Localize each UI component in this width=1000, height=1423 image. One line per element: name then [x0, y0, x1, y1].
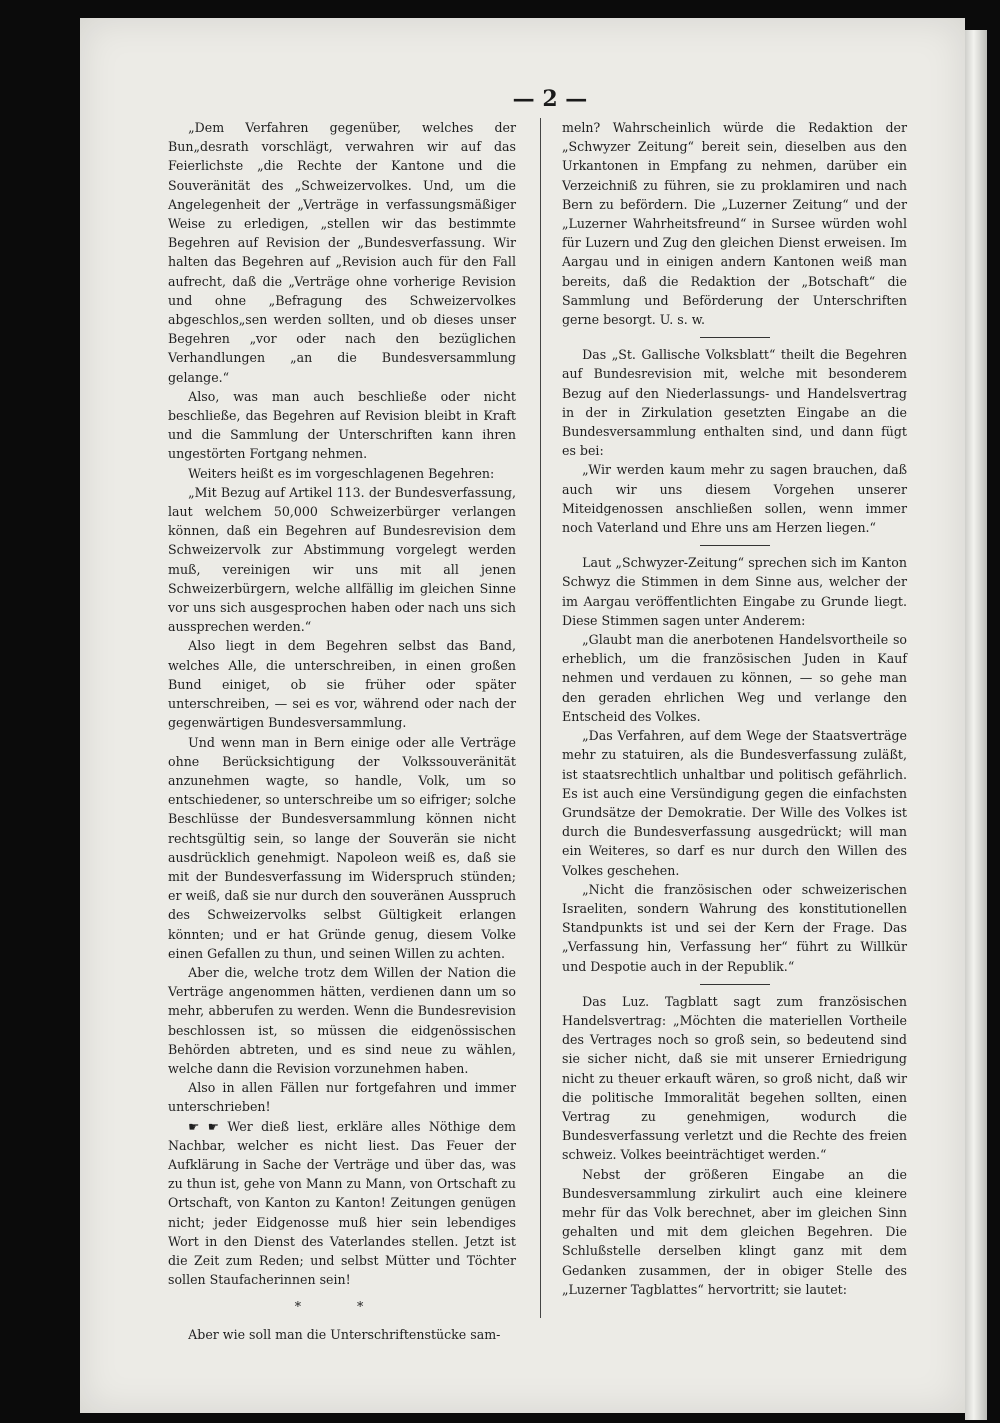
page-number: — 2 —: [512, 86, 588, 112]
paragraph-pointing-hands: ☛ ☛ Wer dieß liest, erkläre alles Nöthige dem Nachbar, welcher es nicht liest. Das Feuer der Aufklärung in Sache der Verträge und über das, was zu thun ist, gehe von Mann zu Mann, von Ortschaft zu Ortschaft, von Kanton zu Kanton! Zeitungen genügen nicht; jeder Eidgenosse muß hier sein lebendiges Wort in den Dienst des Vaterlandes stellen. Jetzt ist die Zeit zum Reden; und selbst Mütter und Töchter sollen Staufacherinnen sein!: [168, 1118, 516, 1288]
paragraph: Also liegt in dem Begehren selbst das Band, welches Alle, die unterschreiben, in einen großen Bund einiget, ob sie früher oder später unterschreiben, — sei es vor, während oder nach der gegenwärtigen Bundesversammlung.: [168, 638, 516, 731]
column-rule: [540, 118, 541, 1318]
paragraph: Nebst der größeren Eingabe an die Bundesversammlung zirkulirt auch eine kleinere mehr für das Volk berechnet, aber im gleichen Sinn gehalten und mit dem gleichen Begehren. Die Schlußstelle derselben klingt ganz mit dem Gedanken zusammen, der in obiger Stelle des „Luzerner Tagblattes“ hervortritt; sie lautet:: [562, 1166, 907, 1297]
right-column: [562, 118, 907, 1299]
paragraph: Aber wie soll man die Unterschriftenstücke sam-: [188, 1326, 501, 1342]
paragraph: meln? Wahrscheinlich würde die Redaktion der „Schwyzer Zeitung“ bereit sein, dieselben aus den Urkantonen in Empfang zu nehmen, darüber ein Verzeichniß zu führen, sie zu proklamiren und nach Bern zu befördern. Die „Luzerner Zeitung“ und der „Luzerner Wahrheitsfreund“ in Sursee würden wohl für Luzern und Zug den gleichen Dienst erweisen. Im Aargau und in einigen andern Kantonen weiß man bereits, daß die Redaktion der „Botschaft“ die Sammlung und Beförderung der Unterschriften gerne besorgt. U. s. w.: [562, 120, 907, 328]
paragraph: Das Luz. Tagblatt sagt zum französischen Handelsvertrag: „Möchten die materiellen Vortheile des Vertrages noch so groß sein, so bedeutend sind sie sicher nicht, daß sie mit unserer Erniedrigung nicht zu theuer erkauft wären, so groß nicht, daß wir die politische Immoralität begehen sollten, einen Vertrag zu genehmigen, wodurch die Bundesverfassung verletzt und die Rechte des freien schweiz. Volkes beeinträchtiget werden.“: [562, 993, 907, 1163]
paragraph: „Wir werden kaum mehr zu sagen brauchen, daß auch wir uns diesem Vorgehen unserer Miteidgenossen anschließen sollen, wenn immer noch Vaterland und Ehre uns am Herzen liegen.“: [562, 462, 907, 536]
section-separator: [700, 984, 770, 985]
paragraph: „Glaubt man die anerbotenen Handelsvortheile so erheblich, um die französischen Juden in Kauf nehmen und verdauen zu können, — so gehe man den geraden ehrlichen Weg und verlange den Entscheid des Volkes.: [562, 632, 907, 724]
left-column: [168, 118, 516, 1344]
section-separator: [700, 545, 770, 546]
paragraph: „Mit Bezug auf Artikel 113. der Bundesverfassung, laut welchem 50,000 Schweizerbürger verlangen können, daß ein Begehren auf Bundesrevision dem Schweizervolk zur Abstimmung vorgelegt werden muß, vereinigen wir uns mit all jenen Schweizerbürgern, welche allfällig im gleichen Sinne vor uns sich ausgesprochen haben oder nach uns sich aussprechen werden.“: [168, 484, 516, 635]
paragraph: Also, was man auch beschließe oder nicht beschließe, das Begehren auf Revision bleibt in Kraft und die Sammlung der Unterschriften kann ihren ungestörten Fortgang nehmen.: [168, 388, 516, 462]
paragraph: „Das Verfahren, auf dem Wege der Staatsverträge mehr zu statuiren, als die Bundesverfassung zuläßt, ist staatsrechtlich unhaltbar und politisch gefährlich. Es ist auch eine Versündigung gegen die einfachsten Grundsätze der Demokratie. Der Wille des Volkes ist durch die Bundesverfassung ausgedrückt; will man ein Weiteres, so darf es nur durch den Willen des Volkes geschehen.: [562, 728, 907, 878]
paragraph: Und wenn man in Bern einige oder alle Verträge ohne Berücksichtigung der Volkssouveränität anzunehmen wagte, so handle, Volk, um so entschiedener, so unterschreibe um so eifriger; solche Beschlüsse der Bundesversammlung können nicht rechtsgültig sein, so lange der Souverän sie nicht ausdrücklich genehmigt. Napoleon weiß es, daß sie mit der Bundesverfassung im Widerspruch stünden; er weiß, daß sie nur durch den souveränen Ausspruch des Schweizervolks selbst Gültigkeit erlangen könnten; und er hat Gründe genug, diesem Volke einen Gefallen zu thun, und seinen Willen zu achten.: [168, 734, 516, 961]
paragraph: Also in allen Fällen nur fortgefahren und immer unterschrieben!: [168, 1080, 516, 1115]
paragraph: Das „St. Gallische Volksblatt“ theilt die Begehren auf Bundesrevision mit, welche mit besonderem Bezug auf den Niederlassungs- und Handelsvertrag in der in Zirkulation gesetzten Eingabe an die Bundesversammlung enthalten sind, und dann fügt es bei:: [562, 347, 907, 459]
adjacent-page-edge: [965, 30, 987, 1420]
paragraph: Laut „Schwyzer-Zeitung“ sprechen sich im Kanton Schwyz die Stimmen in dem Sinne aus, welcher der im Aargau veröffentlichten Eingabe zu Grunde liegt. Diese Stimmen sagen unter Anderem:: [562, 555, 907, 628]
section-separator: [700, 337, 770, 338]
paragraph: Aber die, welche trotz dem Willen der Nation die Verträge angenommen hätten, verdienen dann um so mehr, abberufen zu werden. Wenn die Bundesrevision beschlossen ist, so müssen die eidgenössischen Behörden abtreten, und es sind neue zu wählen, welche dann die Revision vorzunehmen haben.: [168, 964, 516, 1076]
paragraph: „Nicht die französischen oder schweizerischen Israeliten, sondern Wahrung des konstitutionellen Standpunkts ist und sei der Kern der Frage. Das „Verfassung hin, Verfassung her“ führt zu Willkür und Despotie auch in der Republik.“: [562, 881, 907, 974]
paragraph: Weiters heißt es im vorgeschlagenen Begehren:: [188, 465, 495, 481]
star-ornament: * *: [294, 1299, 390, 1315]
paragraph: „Dem Verfahren gegenüber, welches der Bun„desrath vorschlägt, verwahren wir auf das Feierlichste „die Rechte der Kantone und die Souveränität des „Schweizervolkes. Und, um die Angelegenheit der „Verträge in verfassungsmäßiger Weise zu erledigen, „stellen wir das bestimmte Begehren auf Revision der „Bundesverfassung. Wir halten das Begehren auf „Revision auch für den Fall aufrecht, daß die „Verträge ohne vorherige Revision und ohne „Befragung des Schweizervolkes abgeschlos„sen werden sollten, und ob dieses unser Begehren „vor oder nach den bezüglichen Verhandlungen „an die Bundesversammlung gelange.“: [168, 120, 516, 385]
